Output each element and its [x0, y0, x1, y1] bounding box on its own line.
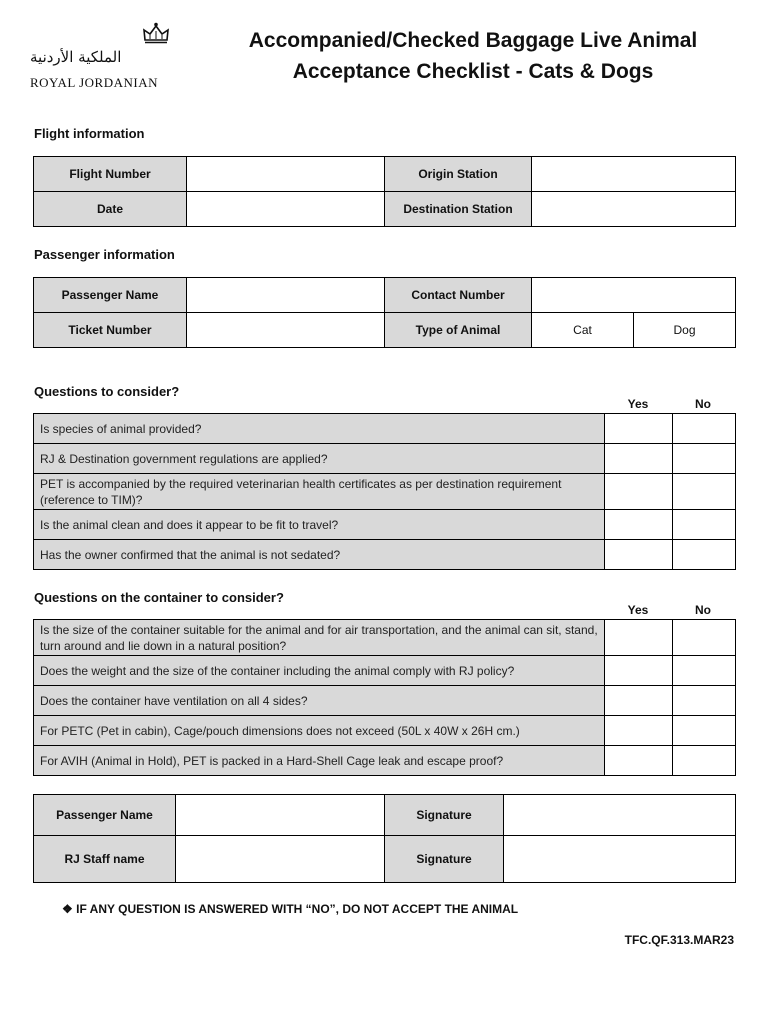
- answer-yes-cell[interactable]: [605, 656, 673, 686]
- signature-table: [33, 794, 736, 883]
- answer-yes-cell[interactable]: [605, 474, 673, 510]
- question-text: For AVIH (Animal in Hold), PET is packed in a Hard-Shell Cage leak and escape proof?: [34, 746, 605, 776]
- container-questions-heading: Questions on the container to consider?: [34, 590, 284, 605]
- yes-column-header: Yes: [627, 397, 649, 411]
- staff-name-field[interactable]: [176, 836, 385, 883]
- question-text: For PETC (Pet in cabin), Cage/pouch dimensions does not exceed (50L x 40W x 26H cm.): [34, 716, 605, 746]
- passenger-name-field[interactable]: [187, 278, 385, 313]
- question-text: RJ & Destination government regulations are applied?: [34, 444, 605, 474]
- signature-passenger-name-field[interactable]: [176, 795, 385, 836]
- answer-yes-cell[interactable]: [605, 510, 673, 540]
- date-field[interactable]: [187, 192, 385, 227]
- logo-latin-text: ROYAL JORDANIAN: [30, 75, 158, 90]
- contact-number-field[interactable]: [532, 278, 736, 313]
- answer-yes-cell[interactable]: [605, 746, 673, 776]
- answer-no-cell[interactable]: [673, 414, 736, 444]
- royal-jordanian-logo: [28, 22, 170, 94]
- flight-info-table: [33, 156, 736, 227]
- answer-yes-cell[interactable]: [605, 540, 673, 570]
- answer-no-cell[interactable]: [673, 444, 736, 474]
- ticket-number-field[interactable]: [187, 313, 385, 348]
- answer-yes-cell[interactable]: [605, 686, 673, 716]
- staff-name-label: RJ Staff name: [34, 836, 176, 883]
- answer-no-cell[interactable]: [673, 656, 736, 686]
- title-line-2: Acceptance Checklist - Cats & Dogs: [292, 60, 654, 83]
- signature-passenger-name-label: Passenger Name: [34, 795, 176, 836]
- answer-yes-cell[interactable]: [605, 414, 673, 444]
- answer-no-cell[interactable]: [673, 620, 736, 656]
- answer-yes-cell[interactable]: [605, 620, 673, 656]
- no-column-header: No: [695, 397, 711, 411]
- question-text: Does the container have ventilation on all 4 sides?: [34, 686, 605, 716]
- answer-no-cell[interactable]: [673, 540, 736, 570]
- answer-yes-cell[interactable]: [605, 716, 673, 746]
- question-text: Is species of animal provided?: [34, 414, 605, 444]
- passenger-signature-label: Signature: [385, 795, 504, 836]
- question-text: Is the animal clean and does it appear to be fit to travel?: [34, 510, 605, 540]
- origin-station-field[interactable]: [532, 157, 736, 192]
- flight-number-label: Flight Number: [34, 157, 187, 192]
- yes-column-header: Yes: [627, 603, 649, 617]
- questions-table: [33, 413, 736, 570]
- page-title: [178, 25, 768, 87]
- flight-info-heading: Flight information: [34, 126, 145, 141]
- answer-no-cell[interactable]: [673, 746, 736, 776]
- answer-yes-cell[interactable]: [605, 444, 673, 474]
- destination-station-field[interactable]: [532, 192, 736, 227]
- animal-option-dog[interactable]: Dog: [634, 313, 736, 348]
- answer-no-cell[interactable]: [673, 474, 736, 510]
- answer-no-cell[interactable]: [673, 686, 736, 716]
- animal-option-cat[interactable]: Cat: [532, 313, 634, 348]
- destination-station-label: Destination Station: [385, 192, 532, 227]
- crown-icon: [141, 22, 171, 44]
- question-text: PET is accompanied by the required veterinarian health certificates as per destination requirement (reference to TIM)?: [34, 474, 605, 510]
- passenger-name-label: Passenger Name: [34, 278, 187, 313]
- warning-note-text: IF ANY QUESTION IS ANSWERED WITH “NO”, DO NOT ACCEPT THE ANIMAL: [76, 902, 519, 916]
- questions-heading: Questions to consider?: [34, 384, 180, 399]
- date-label: Date: [34, 192, 187, 227]
- question-text: Is the size of the container suitable for the animal and for air transportation, and the animal can sit, stand, turn around and lie down in a natural position?: [34, 620, 605, 656]
- passenger-info-table: [33, 277, 736, 348]
- form-code: TFC.QF.313.MAR23: [624, 933, 734, 947]
- logo-arabic-text: الملكية الأردنية: [30, 48, 122, 66]
- warning-note: [62, 902, 518, 916]
- no-column-header: No: [695, 603, 711, 617]
- answer-no-cell[interactable]: [673, 716, 736, 746]
- question-text: Does the weight and the size of the container including the animal comply with RJ policy?: [34, 656, 605, 686]
- answer-no-cell[interactable]: [673, 510, 736, 540]
- passenger-info-heading: Passenger information: [34, 247, 175, 262]
- bullet-icon: ❖: [62, 902, 73, 916]
- question-text: Has the owner confirmed that the animal is not sedated?: [34, 540, 605, 570]
- contact-number-label: Contact Number: [385, 278, 532, 313]
- staff-signature-label: Signature: [385, 836, 504, 883]
- staff-signature-field[interactable]: [504, 836, 736, 883]
- ticket-number-label: Ticket Number: [34, 313, 187, 348]
- title-line-1: Accompanied/Checked Baggage Live Animal: [248, 29, 698, 52]
- flight-number-field[interactable]: [187, 157, 385, 192]
- origin-station-label: Origin Station: [385, 157, 532, 192]
- type-of-animal-label: Type of Animal: [385, 313, 532, 348]
- passenger-signature-field[interactable]: [504, 795, 736, 836]
- container-questions-table: [33, 619, 736, 776]
